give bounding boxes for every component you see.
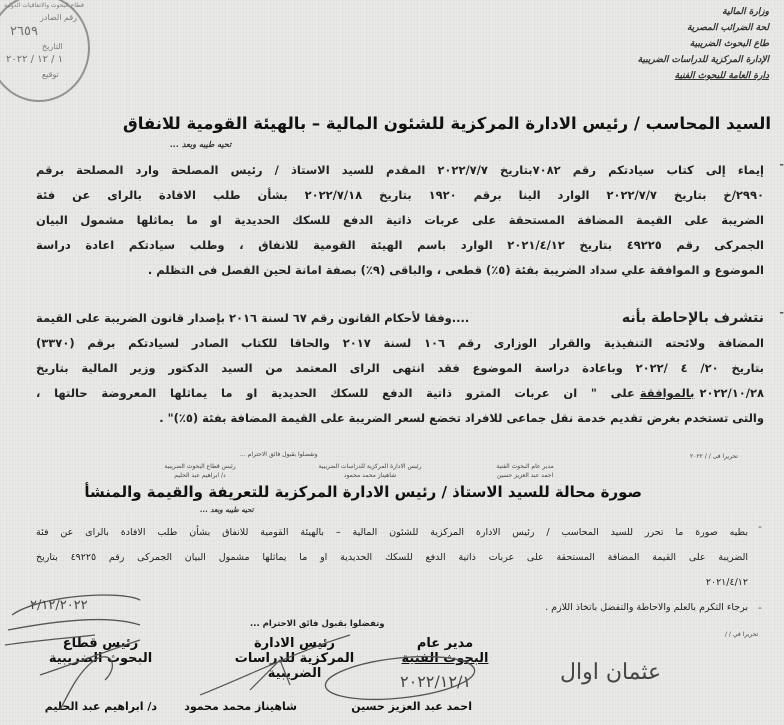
decision-lead: نتشرف بالإحاطة بأنه [621,310,764,326]
handwritten-signatures [0,590,777,725]
stamp-date: ١ / ١٢ / ٢٠٢٢ [6,54,64,65]
paragraph-line: الضريبة على القيمة المضافة المستحقة على عربات ذاتية الدفع للسكك الحديدية او ما يماثلها مشمول البيان الجمركى رقم ٤٩٢٢٥ بتاريخ [36,552,748,563]
signatory-title: البحوث الضريبية [48,651,153,666]
stamp-text: رقم الصادر [40,13,78,22]
handwritten-note: عثمان اوال [560,660,662,685]
stamp-number: ٢٦٥٩ [10,24,38,39]
ministry-header [638,4,769,84]
stamp-text: توقيع [42,70,59,79]
paragraph-line: بتاريخ ٢٠/ ٤ /٢٠٢٢ وباعادة دراسة الموضوع فقد انتهى الراى المعتمد من السيد الدكتور وزير المالية بتاريخ [36,361,765,375]
stamp-text: التاريخ [42,42,63,51]
paragraph-text: برجاء التكرم بالعلم والاحاطة والتفضل باتخاذ اللازم . [545,602,748,613]
header-line: وزارة المالية [722,7,769,17]
signatory-name: شاهيناز محمد محمود [343,472,397,479]
signatory-title: رئيس الادارة المركزية للدراسات الضريبية [318,463,422,470]
signatory-title: رئيس قطاع [62,636,139,651]
handwritten-date: ٢/١٢/٢٠٢٢ [30,598,88,613]
paragraph-line: المضافة ولائحته التنفيذية والقرار الوزارى رقم ١٠٦ لسنة ٢٠١٧ والحاقا للكتاب الصادر لسيادتكم برقم (٣٣٧٠) [36,336,764,350]
bullet-dash: - [779,306,784,319]
signatory-title: مدير عام البحوث الفنية [496,463,554,470]
bullet-dash: - [779,158,784,171]
paragraph-reference [36,158,784,283]
decision-date: ٢٠٢٢/١٠/٢٨ [699,386,764,400]
letter-addressee: السيد المحاسب / رئيس الادارة المركزية للشئون المالية – بالهيئة القومية للانفاق [122,114,771,133]
paragraph-line [36,306,764,331]
closing: وتفضلوا بقبول فائق الاحترام ... [250,619,385,629]
stamp-text: قطاع البحوث والاتفاقيات الدولية [4,2,84,9]
paragraph-text: ....وفقا لأحكام القانون رقم ٦٧ لسنة ٢٠١٦ بإصدار قانون الضريبة على القيمة [36,311,470,325]
paragraph-line: ٢٠٢١/٤/١٢ [705,577,748,588]
header-line: دارة العامة للبحوث الفنية [674,71,769,81]
signatory-name: د/ ابراهيم عبد الحليم [174,472,226,479]
header-line: طاع البحوث الضريبية [689,39,769,49]
signatory-small [295,462,445,480]
approval-word: بالموافقة [639,386,695,400]
header-line: الإدارة المركزية للدراسات الضريبية [637,55,769,65]
paragraph-line: الجمركى رقم ٤٩٢٢٥ بتاريخ ٢٠٢١/٤/١٢ الوارد باسم الهيئة القومية للانفاق ، وطلب سيادتكم اعادة دراسة [36,238,764,252]
signatory-name: احمد عبد العزيز حسين [496,472,554,479]
signatory-name: شاهيناز محمد محمود [184,700,297,713]
paragraph-text: على " ان عربات المترو ذاتية الدفع للسكك الحديدية او ما يماثلها المعروضة حالتها ، [36,386,635,400]
signatory-title: رئيس قطاع البحوث الضريبية [164,463,236,470]
handwritten-date: ٢٠٢٢/١٢/١ [400,672,471,691]
closing-small: وتفضلوا بقبول فائق الاحترام ... [240,451,318,458]
bullet-dash: - [758,520,762,533]
outgoing-stamp [0,0,90,102]
paragraph-line: الموضوع و الموافقة علي سداد الضريبة بفئة (٥٪) قطعى ، والباقى (٩٪) بصفة امانة لحين الفصل فى التظلم . [147,263,764,277]
greeting: تحيه طيبه وبعد ... [170,140,232,149]
paragraph-decision [36,306,784,431]
dated-small: تحريرا فى / / ٢٠٢٢ [690,453,738,460]
signatory-title: البحوث الفنية [401,651,489,666]
dated-small: تحريرا في / / [725,631,759,638]
signatory-small [140,462,260,480]
paragraph-line: إيماء إلى كتاب سيادتكم رقم ٧٠٨٢بتاريخ ٢٠٢٢/٧/٧ المقدم للسيد الاستاذ / رئيس المصلحة وارد المصلحة برقم [36,163,764,177]
paragraph-line: والتى تستخدم بغرض تقديم خدمة نقل جماعى للافراد تخضع لسعر الضريبة على القيمة المضافة بفئة (٥٪)" . [159,411,764,425]
signatory-title: مدير عام [416,636,474,651]
signatory-title: رئيس الادارة [254,636,335,651]
paragraph-line: ٢٩٩٠/خ بتاريخ ٢٠٢٢/٧/٧ الوارد الينا برقم ١٩٢٠ بتاريخ ٢٠٢٢/٧/١٨ بشأن طلب الافادة بالراى عن فئة [36,188,764,202]
signatory-title: المركزية للدراسات الضريبية [234,651,355,681]
bullet-dash: - [758,601,762,614]
signatory-name: احمد عبد العزيز حسين [351,700,472,713]
signatory-name: د/ ابراهيم عبد الحليم [44,700,157,713]
paragraph-line [36,381,764,406]
copy-addressee: صورة محالة للسيد الاستاذ / رئيس الادارة المركزية للتعريفة والقيمة والمنشأ [84,483,642,501]
paragraph-line: الضريبة على القيمة المضافة المستحقة على عربات ذاتية الدفع للسكك الحديدية او ما يماثلها مشمول البيان [36,213,764,227]
signatory-small [470,462,580,480]
greeting: تحيه طيبه وبعد ... [200,506,254,514]
paragraph-line: بطيه صورة ما تحرر للسيد المحاسب / رئيس الادارة المركزية للشئون المالية – بالهيئة القومية للانفاق بشأن طلب الافادة بالراى عن فئة [36,527,748,538]
header-line: لحة الضرائب المصرية [686,23,769,33]
